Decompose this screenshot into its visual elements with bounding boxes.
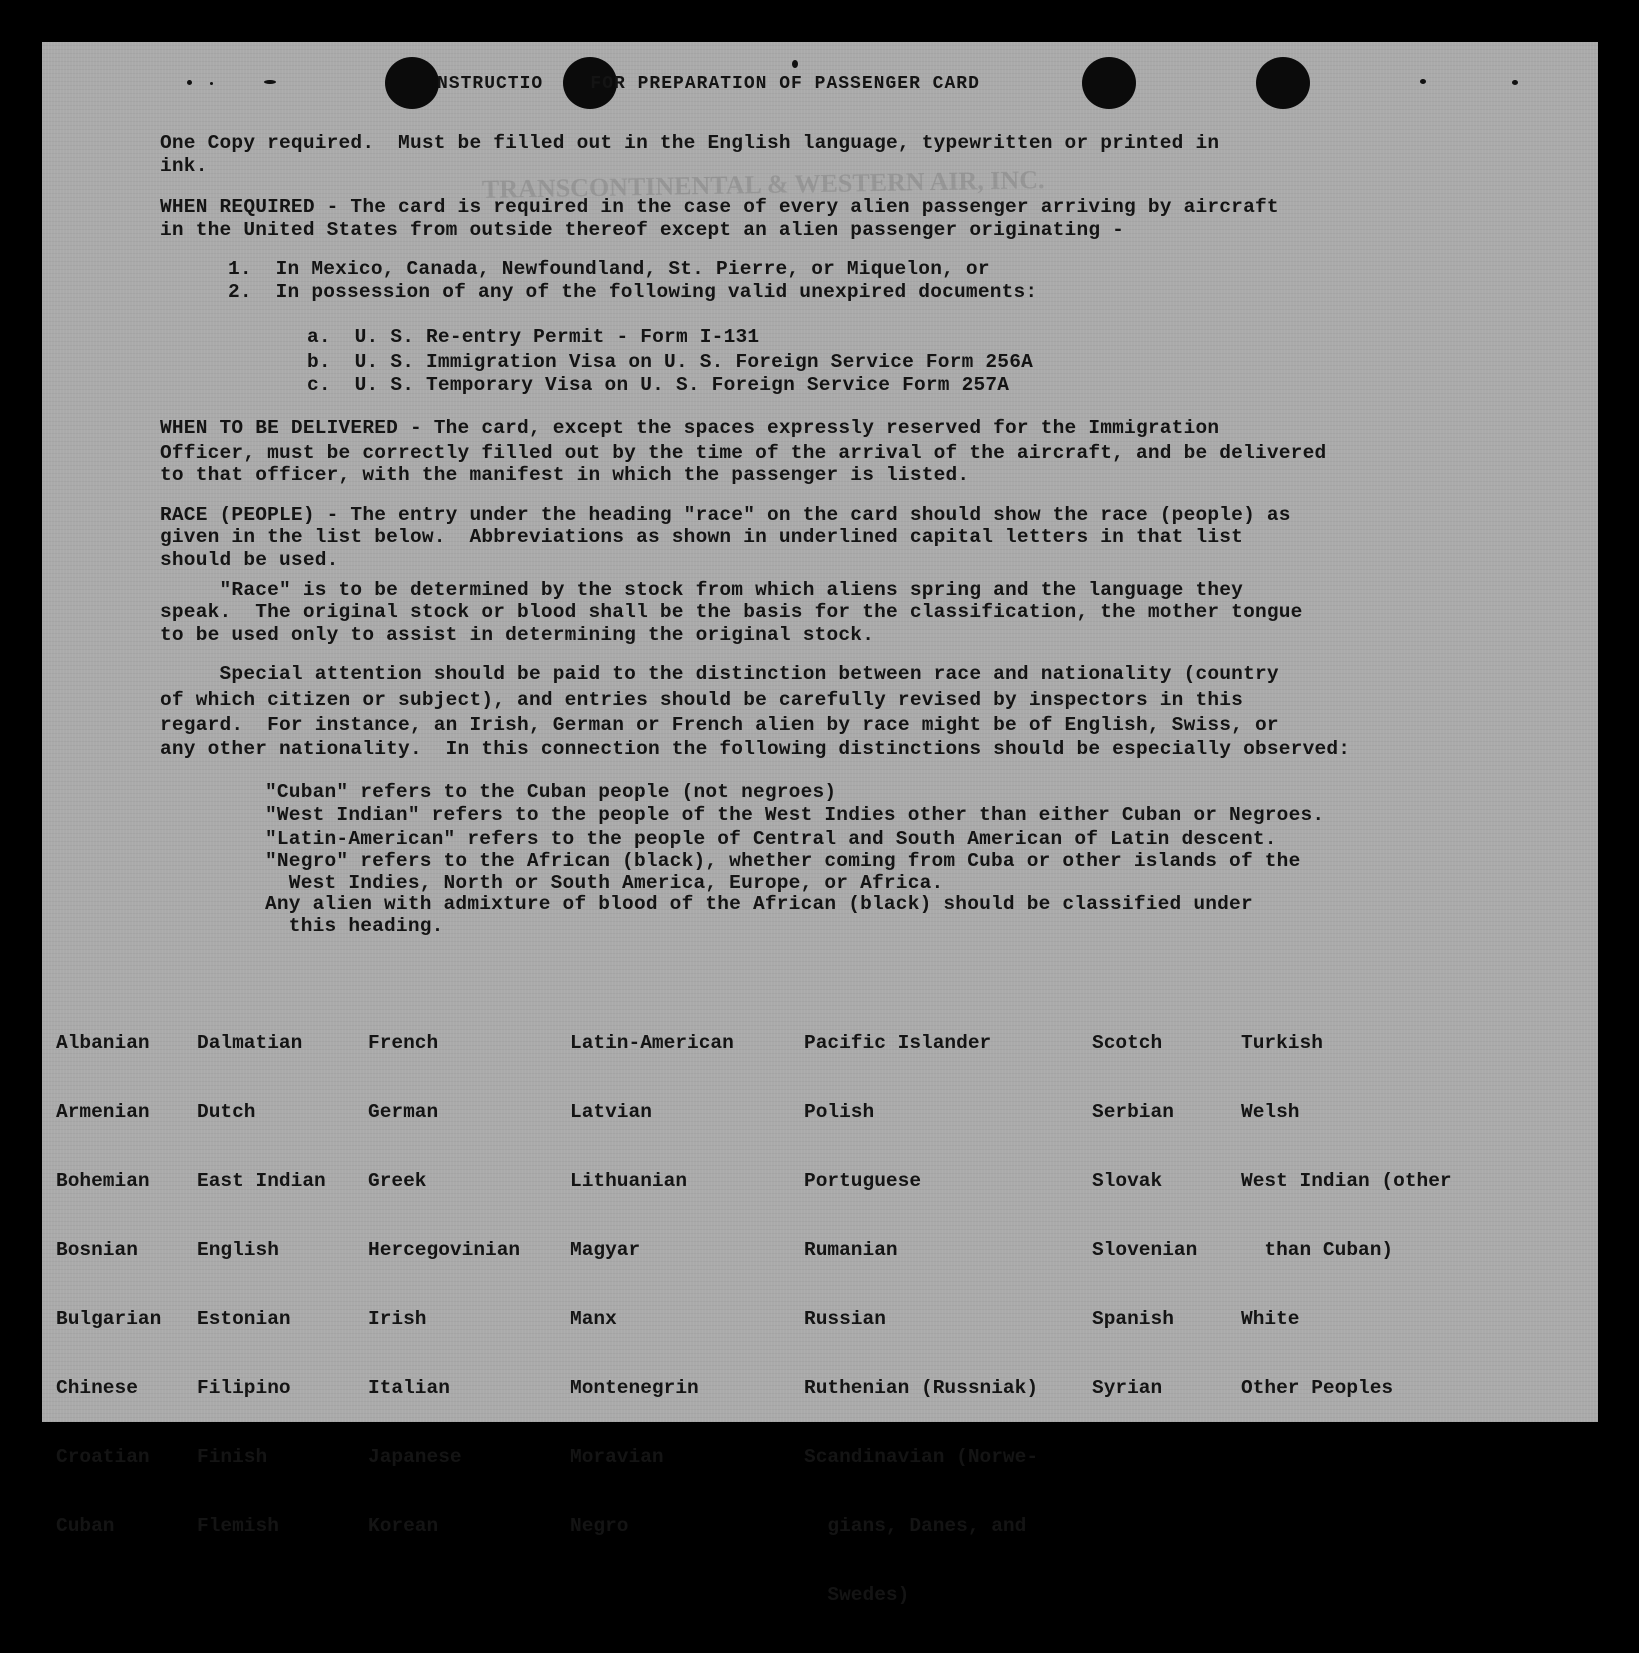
special-attention-line: of which citizen or subject), and entries should be carefully revised by inspectors in this (160, 689, 1244, 711)
race-entry: Lithuanian (570, 1170, 688, 1192)
race-entry: Scotch (1092, 1032, 1163, 1054)
race-entry: Japanese (368, 1446, 462, 1468)
race-entry: Scandinavian (Norwe- (804, 1446, 1039, 1468)
distinction-line: West Indies, North or South America, Europe, or Africa. (265, 872, 944, 894)
race-stock-line: to be used only to assist in determining the original stock. (160, 624, 875, 646)
race-entry: Bohemian (56, 1170, 150, 1192)
punch-hole (385, 57, 439, 109)
race-entry: Flemish (197, 1515, 279, 1537)
race-people-line: given in the list below. Abbreviations as shown in underlined capital letters in that list (160, 526, 1244, 548)
race-entry: Welsh (1241, 1101, 1300, 1123)
race-entry: Rumanian (804, 1239, 898, 1261)
race-entry: West Indian (other (1241, 1170, 1452, 1192)
race-stock-line: speak. The original stock or blood shall be the basis for the classification, the mother tongue (160, 601, 1303, 623)
race-people-line: should be used. (160, 549, 339, 571)
special-attention-line: any other nationality. In this connection the following distinctions should be especially observed: (160, 738, 1351, 760)
special-attention-line: regard. For instance, an Irish, German or French alien by race might be of English, Swiss, or (160, 714, 1279, 736)
race-entry: Latvian (570, 1101, 652, 1123)
race-entry: Korean (368, 1515, 439, 1537)
race-entry: Chinese (56, 1377, 138, 1399)
distinction-line: Any alien with admixture of blood of the African (black) should be classified under (265, 893, 1253, 915)
speck-mark (1420, 79, 1426, 84)
bleed-through-text: TRANSCONTINENTAL & WESTERN AIR, INC. (481, 165, 1045, 204)
intro-line: One Copy required. Must be filled out in the English language, typewritten or printed in (160, 132, 1220, 154)
page-title: NSTRUCTIO FOR PREPARATION OF PASSENGER CARD (437, 74, 980, 94)
race-entry: than Cuban) (1241, 1239, 1394, 1261)
race-entry: Negro (570, 1515, 629, 1537)
required-subitem: a. U. S. Re-entry Permit - Form I-131 (307, 326, 760, 348)
race-entry: Swedes) (804, 1584, 910, 1606)
race-entry: English (197, 1239, 279, 1261)
when-delivered-line: Officer, must be correctly filled out by the time of the arrival of the aircraft, and be delivered (160, 442, 1327, 464)
distinction-line: "Cuban" refers to the Cuban people (not negroes) (265, 781, 837, 803)
race-entry: Albanian (56, 1032, 150, 1054)
speck-mark (210, 82, 213, 85)
race-entry: Hercegovinian (368, 1239, 521, 1261)
race-entry: Slovak (1092, 1170, 1163, 1192)
when-delivered-line: WHEN TO BE DELIVERED - The card, except the spaces expressly reserved for the Immigration (160, 417, 1220, 439)
race-entry: Greek (368, 1170, 427, 1192)
required-subitem: b. U. S. Immigration Visa on U. S. Foreign Service Form 256A (307, 351, 1034, 373)
required-subitem: c. U. S. Temporary Visa on U. S. Foreign Service Form 257A (307, 374, 1010, 396)
race-column (1092, 986, 1197, 1446)
race-entry: Italian (368, 1377, 450, 1399)
race-entry: German (368, 1101, 439, 1123)
speck-mark (264, 80, 276, 84)
punch-hole (1082, 57, 1136, 109)
distinction-line: this heading. (265, 915, 444, 937)
race-column (368, 986, 520, 1584)
when-required-line: WHEN REQUIRED - The card is required in the case of every alien passenger arriving by aircraft (160, 196, 1279, 218)
special-attention-line: Special attention should be paid to the distinction between race and nationality (country (160, 663, 1279, 685)
race-column (1241, 986, 1452, 1446)
race-entry: Bulgarian (56, 1308, 162, 1330)
required-item: 1. In Mexico, Canada, Newfoundland, St. Pierre, or Miquelon, or (228, 258, 990, 280)
speck-mark (792, 60, 798, 68)
race-column (804, 986, 1038, 1653)
race-entry: Bosnian (56, 1239, 138, 1261)
document-page (42, 42, 1598, 1606)
distinction-line: "West Indian" refers to the people of the West Indies other than either Cuban or Negroes. (265, 804, 1325, 826)
race-stock-line: "Race" is to be determined by the stock from which aliens spring and the language they (160, 579, 1244, 601)
race-column (56, 986, 161, 1584)
race-entry: Syrian (1092, 1377, 1163, 1399)
race-entry: Armenian (56, 1101, 150, 1123)
race-entry: Finish (197, 1446, 268, 1468)
speck-mark (187, 80, 192, 85)
when-delivered-line: to that officer, with the manifest in which the passenger is listed. (160, 464, 970, 486)
race-column (197, 986, 326, 1584)
race-entry: White (1241, 1308, 1300, 1330)
race-entry: Dutch (197, 1101, 256, 1123)
race-entry: Moravian (570, 1446, 664, 1468)
race-entry: Pacific Islander (804, 1032, 992, 1054)
race-entry: Russian (804, 1308, 886, 1330)
race-entry: Latin-American (570, 1032, 734, 1054)
race-entry: Cuban (56, 1515, 115, 1537)
distinction-line: "Latin-American" refers to the people of Central and South American of Latin descent. (265, 828, 1277, 850)
race-entry: Irish (368, 1308, 427, 1330)
race-entry: Serbian (1092, 1101, 1174, 1123)
race-entry: Filipino (197, 1377, 291, 1399)
distinction-line: "Negro" refers to the African (black), whether coming from Cuba or other islands of the (265, 850, 1301, 872)
race-entry: Manx (570, 1308, 617, 1330)
race-entry: gians, Danes, and (804, 1515, 1027, 1537)
required-item: 2. In possession of any of the following valid unexpired documents: (228, 281, 1038, 303)
race-people-line: RACE (PEOPLE) - The entry under the heading "race" on the card should show the race (people) as (160, 504, 1291, 526)
race-entry: Other Peoples (1241, 1377, 1394, 1399)
race-entry: Estonian (197, 1308, 291, 1330)
race-entry: Ruthenian (Russniak) (804, 1377, 1039, 1399)
race-entry: East Indian (197, 1170, 326, 1192)
race-entry: Spanish (1092, 1308, 1174, 1330)
intro-line: ink. (160, 155, 208, 177)
race-entry: French (368, 1032, 439, 1054)
when-required-line: in the United States from outside thereof except an alien passenger originating - (160, 219, 1125, 241)
race-entry: Slovenian (1092, 1239, 1198, 1261)
race-entry: Dalmatian (197, 1032, 303, 1054)
race-column (570, 986, 734, 1584)
punch-hole (1256, 57, 1310, 109)
race-entry: Montenegrin (570, 1377, 699, 1399)
speck-mark (1512, 80, 1518, 85)
race-entry: Portuguese (804, 1170, 922, 1192)
race-entry: Polish (804, 1101, 875, 1123)
race-entry: Magyar (570, 1239, 641, 1261)
race-entry: Turkish (1241, 1032, 1323, 1054)
race-entry: Croatian (56, 1446, 150, 1468)
